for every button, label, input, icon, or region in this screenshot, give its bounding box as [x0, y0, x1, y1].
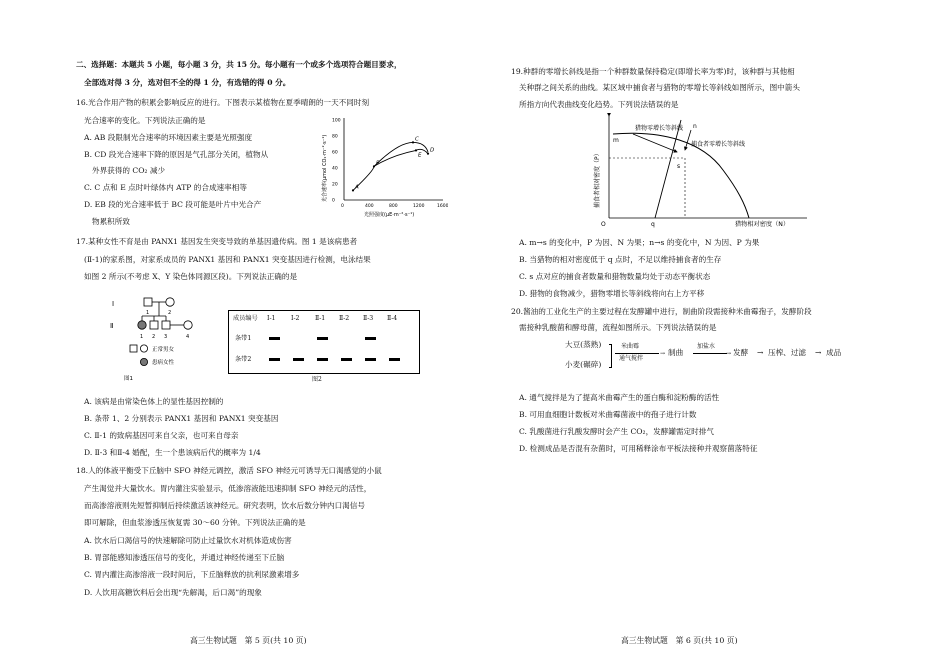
predator-isocline-label: 捕食者零增长等斜线 [691, 141, 746, 148]
flow-arrow1-top: 米曲霉 [621, 343, 640, 350]
section-heading-line1: 二、选择题：本题共 5 小题，每小题 3 分，共 15 分。每小题有一个或多个选项符合题目要求， [76, 60, 402, 69]
q17-option-c[interactable]: C. Ⅱ-1 的致病基因可来自父亲，也可来自母亲 [84, 431, 239, 440]
q17-gel-figure [228, 310, 420, 374]
q18-option-b[interactable]: B. 胃部能感知渗透压信号的变化，并通过神经传递至下丘脑 [84, 553, 285, 562]
q16-xtick-label: 800 [389, 204, 398, 209]
q16-point-A [352, 189, 354, 191]
q17-option-b[interactable]: B. 条带 1、2 分别表示 PANX1 基因和 PANX1 突变基因 [84, 414, 279, 423]
q16-photosynthesis-chart [318, 112, 448, 220]
right-page-footer: 高三生物试题 第 6 页(共 10 页) [621, 636, 738, 645]
q19-stem-line2: 关种群之间关系的曲线。某区域中捕食者与猎物的零增长等斜线如图所示，图中箭头 [519, 83, 800, 92]
q16-option-b-line1[interactable]: B. CD 段光合速率下降的原因是气孔部分关闭，植物从 [84, 150, 269, 159]
pedigree-num-i1: 1 [146, 310, 150, 316]
q16-x-axis-label: 光照强度(μE·m⁻²·s⁻¹) [364, 212, 415, 218]
q16-xtick-label: 1200 [413, 204, 425, 209]
label-n: n [693, 123, 697, 130]
q18-stem-line1: 18.人的体液平衡受下丘脑中 SFO 神经元调控，激活 SFO 神经元可诱导无口渴感觉的小鼠 [76, 466, 382, 475]
q16-ytick-label: 20 [332, 182, 338, 188]
q16-point-B [373, 165, 375, 167]
q19-option-c[interactable]: C. s 点对应的捕食者数量和猎物数量均处于动态平衡状态 [519, 272, 711, 281]
q19-option-a[interactable]: A. m→s 的变化中，P 为因、N 为果；n→s 的变化中，N 为因、P 为果 [519, 238, 760, 247]
q16-ytick-label: 40 [332, 166, 338, 172]
figure2-caption: 图2 [312, 376, 322, 383]
q18-option-c[interactable]: C. 胃内灌注高渗溶液一段时间后，下丘脑释放的抗利尿激素增多 [84, 570, 300, 579]
gel-band2-label: 条带2 [235, 356, 252, 363]
pedigree-ii3-male [162, 321, 170, 329]
gel-band1-mark [317, 337, 328, 340]
legend-normal-male [130, 345, 137, 352]
q19-x-axis-label: 猎物相对密度（N） [735, 221, 790, 228]
flow-step-product: 成品 [826, 348, 842, 357]
gel-member-4: Ⅱ-2 [339, 315, 350, 322]
gel-band1-mark [365, 337, 376, 340]
q18-option-d[interactable]: D. 人饮用高糖饮料后会出现“先解渴，后口渴”的现象 [84, 588, 262, 597]
q17-option-d[interactable]: D. Ⅱ-3 和Ⅱ-4 婚配，生一个患该病后代的概率为 1/4 [84, 448, 261, 457]
gel-member-3: Ⅱ-1 [315, 315, 326, 322]
q17-stem-line3: 如图 2 所示(不考虑 X、Y 染色体同源区段)。下列说法正确的是 [84, 272, 298, 281]
pedigree-ii1-affected-female [138, 321, 146, 329]
gel-band1-mark [269, 337, 280, 340]
flow-step-ferment: 发酵 [733, 348, 749, 357]
q18-option-a[interactable]: A. 饮水后口渴信号的快速解除可防止过量饮水对机体造成伤害 [84, 536, 292, 545]
flow-arrow1-bottom: 通气搅拌 [619, 355, 644, 362]
q19-option-d[interactable]: D. 猎物的食物减少，猎物零增长等斜线将向右上方平移 [519, 289, 705, 298]
q19-option-b[interactable]: B. 当猎物的相对密度低于 q 点时，不足以维持捕食者的生存 [519, 255, 722, 264]
q16-option-c[interactable]: C. C 点和 E 点时叶绿体内 ATP 的合成速率相等 [84, 183, 247, 192]
q19-stem-line3: 所指方向代表曲线变化趋势。下列说法错误的是 [519, 100, 679, 109]
gel-member-6: Ⅱ-4 [387, 315, 398, 322]
q16-xtick-label: 0 [341, 204, 344, 209]
prey-isocline-label: 猎物零增长等斜线 [635, 125, 684, 132]
q16-stem-line1: 16.光合作用产物的积累会影响反应的进行。下图表示某植物在夏季晴朗的一天不同时刻 [76, 98, 370, 107]
q19-y-axis-label: 捕食者相对密度（P） [594, 150, 601, 208]
pedigree-num-ii2: 2 [152, 334, 156, 340]
q16-option-b-line2: 外界获得的 CO₂ 减少 [92, 166, 166, 175]
q16-point-label-C: C [415, 136, 419, 143]
legend-affected-female [140, 358, 147, 365]
gel-band2-mark [293, 358, 304, 361]
flow-arrow1 [615, 353, 659, 354]
gel-member-2: Ⅰ-2 [291, 315, 300, 322]
flow-step-koji: 制曲 [668, 348, 684, 357]
legend-normal-female [140, 345, 147, 352]
label-s: s [677, 163, 681, 170]
q20-option-d[interactable]: D. 检测成品是否混有杂菌时，可用稀释涂布平板法接种并观察菌落特征 [519, 444, 758, 453]
q19-isocline-chart [573, 112, 813, 230]
right-page [475, 0, 950, 663]
flow-arrow2-top: 加盐水 [697, 343, 716, 350]
q16-ytick-label: 60 [332, 150, 338, 156]
q17-stem-line2: (Ⅱ-1)的家系图，对家系成员的 PANX1 基因和 PANX1 突变基因进行检测，电泳结果 [84, 255, 371, 264]
pedigree-num-i2: 2 [168, 310, 172, 316]
q20-option-c[interactable]: C. 乳酸菌进行乳酸发酵时会产生 CO₂，发酵罐需定时排气 [519, 427, 714, 436]
flow-arrow2 [693, 353, 727, 354]
q16-point-E [415, 149, 417, 151]
gel-header-label: 成员编号 [233, 315, 258, 322]
q16-option-d-line1[interactable]: D. EB 段的光合速率低于 BC 段可能是叶片中光合产 [84, 200, 262, 209]
pedigree-ii2-male [150, 321, 158, 329]
pedigree-i2-female [166, 298, 174, 306]
pedigree-num-ii4: 4 [186, 334, 190, 340]
q18-stem-line4: 即可解除，但血浆渗透压恢复需 30～60 分钟。下列说法正确的是 [84, 518, 306, 527]
arrow-m-to-s [633, 134, 677, 152]
section-heading-line2: 全部选对得 3 分，选对但不全的得 1 分，有选错的得 0 分。 [84, 78, 291, 87]
pedigree-i1-male [144, 298, 152, 306]
q16-point-label-A: A [355, 184, 359, 191]
q16-xtick-label: 1600 [437, 204, 448, 209]
gel-member-5: Ⅱ-3 [363, 315, 374, 322]
q16-ytick-label: 80 [332, 134, 338, 140]
gel-band2-mark [269, 358, 280, 361]
q16-option-d-line2: 物累积所致 [92, 217, 130, 226]
q16-point-C [412, 141, 414, 143]
legend-normal-label: 正常男女 [152, 347, 175, 353]
gel-band2-mark [365, 358, 376, 361]
q19-origin-label: O [601, 221, 606, 228]
q18-stem-line2: 产生渴觉并大量饮水。胃内灌注实验显示，低渗溶液能迅速抑制 SFO 神经元的活性， [84, 484, 372, 493]
q20-stem-line2: 需接种乳酸菌和酵母菌，流程如图所示。下列说法错误的是 [519, 323, 717, 332]
gel-band2-mark [317, 358, 328, 361]
q18-stem-line3: 而高渗溶液则先短暂抑制后持续激活该神经元。研究表明，饮水后数分钟内口渴信号 [84, 501, 365, 510]
legend-affected-label: 患病女性 [152, 360, 175, 366]
label-q: q [651, 221, 655, 228]
flow-step-press: 压榨、过滤 [768, 348, 806, 357]
q17-pedigree [104, 292, 222, 384]
pedigree-num-ii3: 3 [164, 334, 168, 340]
label-m: m [613, 137, 619, 144]
q16-ytick-label: 0 [332, 198, 335, 204]
q20-option-b[interactable]: B. 可用血细胞计数板对米曲霉菌液中的孢子进行计数 [519, 410, 697, 419]
q16-ytick-label: 100 [332, 118, 341, 124]
figure1-caption: 图1 [124, 376, 133, 382]
q20-flow-diagram: 大豆(蒸熟) 小麦(碾碎) 米曲霉 → 通气搅拌 制曲 加盐水 → 发酵 → 压榨、过滤 → 成品 [565, 340, 842, 369]
q16-xtick-label: 400 [365, 204, 374, 209]
q16-y-axis-label: 光合速率(μmol CO₂·m⁻²·s⁻¹) [322, 134, 328, 202]
pedigree-gen1-label: Ⅰ [112, 300, 115, 308]
gel-member-1: Ⅰ-1 [267, 315, 276, 322]
q20-stem-line1: 20.酱油的工业化生产的主要过程在发酵罐中进行，制曲阶段需接种米曲霉孢子，发酵阶段 [511, 307, 812, 316]
q16-point-label-B: B [376, 160, 380, 167]
gel-band2-mark [389, 358, 400, 361]
q19-stem-line1: 19.种群的零增长斜线是指一个种群数量保持稳定(即增长率为零)时，该种群与其他相 [511, 67, 795, 76]
q16-stem-line2: 光合速率的变化。下列说法正确的是 [84, 116, 206, 125]
gel-band1-label: 条带1 [235, 335, 252, 342]
q17-stem-line1: 17.某种女性不育是由 PANX1 基因发生突变导致的单基因遗传病。图 1 是该病患者 [76, 237, 358, 246]
q16-point-D [427, 153, 429, 155]
q16-point-label-E: E [418, 152, 422, 159]
q17-option-a[interactable]: A. 该病是由常染色体上的显性基因控制的 [84, 397, 224, 406]
q16-point-label-D: D [430, 147, 435, 154]
pedigree-num-ii1: 1 [140, 334, 144, 340]
left-page-footer: 高三生物试题 第 5 页(共 10 页) [190, 636, 307, 645]
flow-brace [609, 344, 612, 368]
pedigree-gen2-label: Ⅱ [110, 322, 114, 330]
flow-input-soybean: 大豆(蒸熟) [565, 340, 602, 349]
q16-option-a[interactable]: A. AB 段限制光合速率的环境因素主要是光照强度 [84, 133, 253, 142]
q20-option-a[interactable]: A. 通气搅拌是为了提高米曲霉产生的蛋白酶和淀粉酶的活性 [519, 393, 720, 402]
gel-band2-mark [341, 358, 352, 361]
flow-input-wheat: 小麦(碾碎) [565, 360, 602, 369]
pedigree-ii4-female [184, 321, 192, 329]
